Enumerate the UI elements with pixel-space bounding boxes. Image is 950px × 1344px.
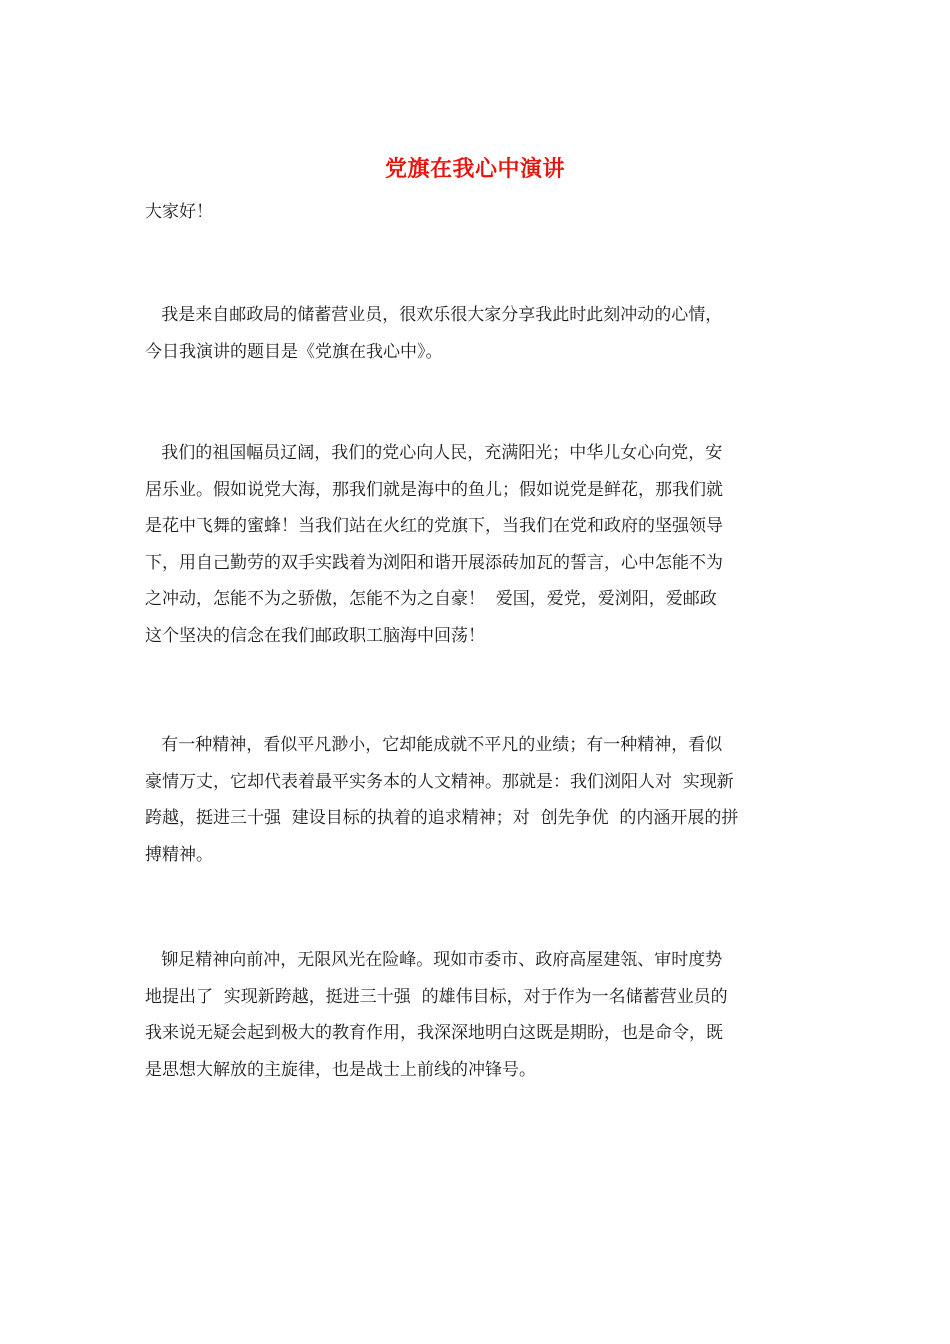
paragraph-line: 居乐业。假如说党大海，那我们就是海中的鱼儿；假如说党是鲜花，那我们就 (145, 479, 723, 500)
paragraph-line: 搏精神。 (145, 844, 213, 865)
paragraph-line: 之冲动，怎能不为之骄傲，怎能不为之自豪！ 爱国，爱党，爱浏阳，爱邮政 (145, 589, 717, 609)
paragraph-line: 是思想大解放的主旋律，也是战士上前线的冲锋号。 (145, 1059, 536, 1080)
paragraph-line: 今日我演讲的题目是《党旗在我心中》。 (145, 341, 443, 362)
paragraph-spirit (145, 727, 810, 873)
paragraph-forward (145, 942, 810, 1088)
paragraph-motherland (145, 435, 810, 654)
paragraph-line: 铆足精神向前冲，无限风光在险峰。现如市委市、政府高屋建瓴、审时度势 (145, 950, 723, 970)
paragraph-line: 有一种精神，看似平凡渺小，它却能成就不平凡的业绩；有一种精神，看似 (145, 735, 723, 755)
paragraph-line: 我来说无疑会起到极大的教育作用，我深深地明白这既是期盼，也是命令，既 (145, 1023, 723, 1043)
greeting-text: 大家好！ (145, 202, 213, 222)
paragraph-line: 是花中飞舞的蜜蜂！当我们站在火红的党旗下，当我们在党和政府的坚强领导 (145, 516, 723, 536)
paragraph-line: 这个坚决的信念在我们邮政职工脑海中回荡！ (145, 625, 485, 646)
paragraph-intro (145, 297, 810, 370)
paragraph-line: 下，用自己勤劳的双手实践着为浏阳和谐开展添砖加瓦的誓言，心中怎能不为 (145, 552, 723, 573)
paragraph-line: 豪情万丈，它却代表着最平实务本的人文精神。那就是：我们浏阳人对 实现新 (145, 771, 734, 792)
paragraph-line: 我们的祖国幅员辽阔，我们的党心向人民，充满阳光；中华儿女心向党，安 (145, 443, 723, 463)
document-title: 党旗在我心中演讲 (384, 156, 565, 182)
paragraph-line: 跨越，挺进三十强 建设目标的执着的追求精神；对 创先争优 的内涵开展的拼 (145, 808, 739, 828)
paragraph-line: 地提出了 实现新跨越，挺进三十强 的雄伟目标，对于作为一名储蓄营业员的 (145, 986, 728, 1007)
paragraph-line: 我是来自邮政局的储蓄营业员，很欢乐很大家分享我此时此刻冲动的心情， (145, 305, 723, 325)
